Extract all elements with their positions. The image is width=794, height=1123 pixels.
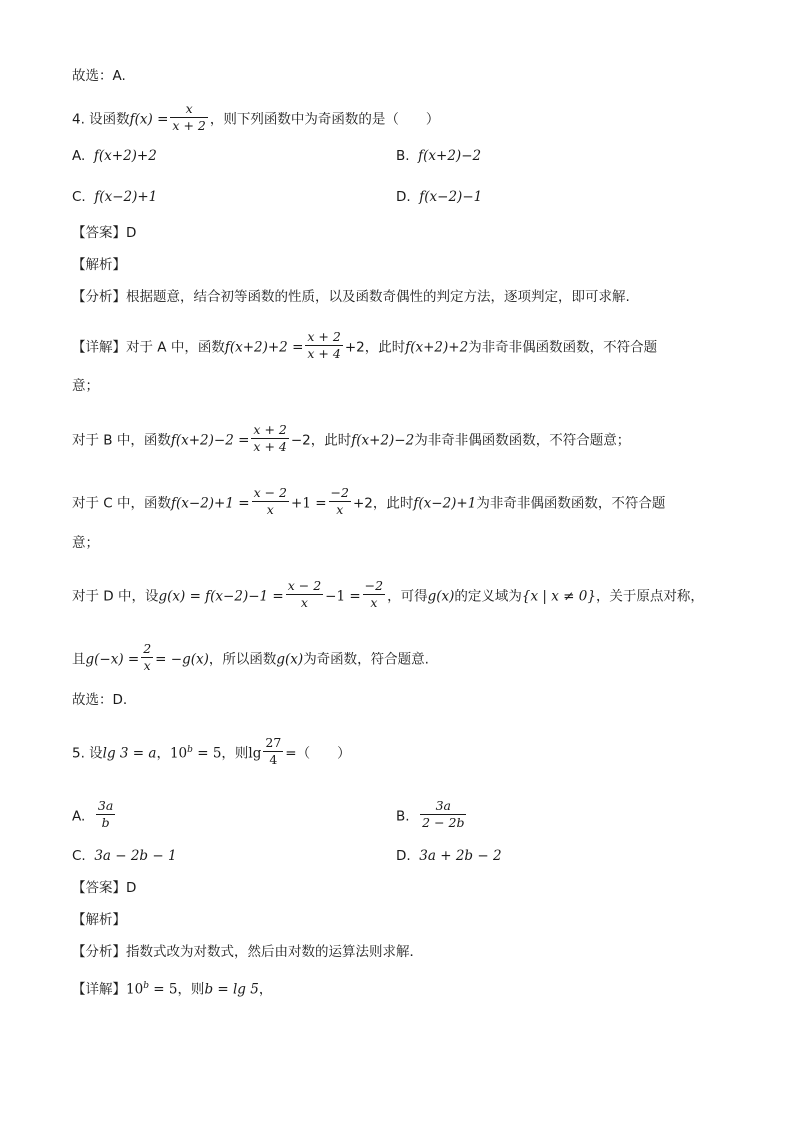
q4-detail-d-dom-pre: 的定义域为 [454,588,522,605]
q5-comma: ， [156,745,170,762]
q4-detail-e-g: g(−x) = [85,651,140,668]
q4-analysis-summary: 【分析】根据题意，结合初等函数的性质，以及函数奇偶性的判定方法，逐项判定，即可求解. [72,289,630,305]
q4-detail-d-num1: x − 2 [287,578,322,593]
q5-prefix: 5. 设 [72,745,103,762]
q4-detail-c-p1: +1 = [291,495,327,512]
q5-option-b-den: 2 − 2b [422,815,465,830]
q4-detail-c-end: 为非奇非偶函数函数，不符合题 [476,495,666,512]
q4-detail-c-num1: x − 2 [253,485,288,500]
q4-detail-d-num2: −2 [364,578,384,593]
q5-option-b [420,798,466,831]
q5-options-cd [72,846,722,866]
q5-exponent: b [187,745,193,755]
q5-detail-end: ， [258,981,273,998]
q4-detail-a-mid: +2，此时 [344,339,406,356]
q4-detail-b-mid: −2，此时 [290,432,352,449]
q5-fraction [263,735,283,768]
q4-detail-b-f2: f(x+2)−2 [351,432,415,449]
q4-option-b-label: B. [396,148,410,164]
q5-lg: lg [248,745,262,762]
q4-detail-a-end: 为非奇非偶函数函数，不符合题 [468,339,658,356]
q5-ten: 10 [169,745,188,762]
q4-detail-a-den: x + 4 [307,346,341,361]
q4-options-cd [72,187,722,207]
q4-detail-a-fraction [305,329,342,362]
q4-detail-c-f: f(x−2)+1 = [171,495,250,512]
q4-detail-d-den2: x [370,595,378,610]
q5-analysis-heading: 【解析】 [72,912,126,928]
q4-option-c-label: C. [72,189,86,205]
q4-detail-a-f: f(x+2)+2 = [224,339,304,356]
q5-option-c: 3a − 2b − 1 [94,848,177,864]
q5-detail-ten: 10 [126,981,144,998]
q4-detail-c-fraction-2 [329,485,351,518]
q4-options-ab [72,146,722,166]
line-prev-answer: 故选：A. [72,68,126,84]
q4-detail-b-fraction [251,422,288,455]
q4-detail-e-mid: ，所以函数 [208,651,277,668]
q5-tail: =（ ） [285,745,351,762]
q4-detail-b-pre: 对于 B 中，函数 [72,432,171,449]
q4-detail-a-cont: 意； [72,378,99,394]
q5-then: ，则 [221,745,249,762]
q5-detail-exponent: b [143,981,149,991]
q4-detail-c-mid: +2，此时 [352,495,414,512]
q4-detail-b [72,424,630,457]
q4-option-c: f(x−2)+1 [94,189,158,205]
q4-option-a-label: A. [72,148,86,164]
q4-detail-c-den2: x [336,502,344,517]
q4-prefix: 4. 设函数 [72,111,130,128]
q4-detail-c-cont: 意； [72,535,99,551]
q4-detail-d-pre: 对于 D 中，设 [72,588,159,605]
q4-detail-a-pre: 【详解】对于 A 中，函数 [72,339,225,356]
q4-detail-c-den1: x [266,502,274,517]
q4-fraction [170,101,207,134]
q4-detail-a [72,331,657,364]
q4-detail-a-num: x + 2 [307,329,341,344]
q5-analysis-summary: 【分析】指数式改为对数式，然后由对数的运算法则求解． [72,944,423,960]
q5-answer: 【答案】D [72,880,137,896]
q5-option-a-label: A. [72,808,86,825]
q5-option-d: 3a + 2b − 2 [419,848,502,864]
q4-function: f(x) = [129,111,169,128]
q4-detail-e-end: 为奇函数，符合题意. [303,651,429,668]
q5-num: 27 [265,735,282,750]
question-5-stem [72,737,351,770]
q5-option-d-label: D. [396,848,411,864]
q4-num: x [170,101,207,118]
q5-option-b-label: B. [396,808,410,825]
q5-option-b-num: 3a [420,798,466,815]
q4-detail-c-pre: 对于 C 中，函数 [72,495,172,512]
q4-answer: 【答案】D [72,225,137,241]
q4-detail-e-pre: 且 [72,651,86,668]
q4-detail-e [72,643,429,676]
q4-detail-d-den1: x [300,595,308,610]
q4-detail-e-den: x [143,658,151,673]
q5-option-a [96,798,115,831]
q4-detail-e-eq: = −g(x) [155,651,209,668]
q4-detail-c-f2: f(x−2)+1 [413,495,477,512]
q4-detail-b-num: x + 2 [253,422,287,437]
q4-detail-c-num2: −2 [330,485,349,500]
q5-eq5: = 5 [192,745,222,762]
q4-detail-e-g2: g(x) [276,651,304,668]
q4-detail-b-den: x + 4 [253,439,287,454]
q4-option-b: f(x+2)−2 [418,148,482,164]
q5-option-a-num: 3a [97,798,114,813]
q4-detail-d-domain: {x | x ≠ 0} [521,588,596,605]
q5-detail [72,976,272,1000]
q4-detail-d-end: ，关于原点对称， [595,588,704,605]
q4-detail-c-fraction-1 [252,485,289,518]
q5-lg3: lg 3 = a [102,745,157,762]
q4-option-d: f(x−2)−1 [419,189,483,205]
q5-den: 4 [269,752,278,767]
q4-detail-d-g: g(x) = f(x−2)−1 = [158,588,284,605]
q4-option-d-label: D. [396,189,411,205]
q4-detail-e-fraction [141,641,153,674]
q4-select-d: 故选：D. [72,692,128,708]
q4-detail-d-g2: g(x) [427,588,455,605]
q4-detail-d-mid: ，可得 [387,588,428,605]
question-4-stem [72,103,439,136]
q5-detail-eq: = 5 [148,981,178,998]
q4-den: x + 2 [172,118,206,133]
q4-detail-d [72,580,704,613]
q4-detail-d-fraction-2 [363,578,385,611]
q4-detail-a-f2: f(x+2)+2 [405,339,469,356]
q4-detail-c [72,487,665,520]
q5-detail-mid: ，则 [177,981,205,998]
q4-option-a: f(x+2)+2 [93,148,157,164]
q4-suffix: ，则下列函数中为奇函数的是（ ） [209,111,440,128]
q5-option-c-label: C. [72,848,86,864]
q4-analysis-heading: 【解析】 [72,257,126,273]
q4-detail-d-fraction-1 [286,578,323,611]
q5-options-ab [72,800,722,833]
q4-detail-b-f: f(x+2)−2 = [170,432,250,449]
q5-detail-result: b = lg 5 [204,981,259,998]
q5-detail-pre: 【详解】 [72,981,126,998]
q4-detail-b-end: 为非奇非偶函数函数，不符合题意； [414,432,631,449]
q4-detail-d-p1: −1 = [325,588,361,605]
q4-detail-e-num: 2 [143,641,152,656]
q5-option-a-den: b [101,815,110,830]
